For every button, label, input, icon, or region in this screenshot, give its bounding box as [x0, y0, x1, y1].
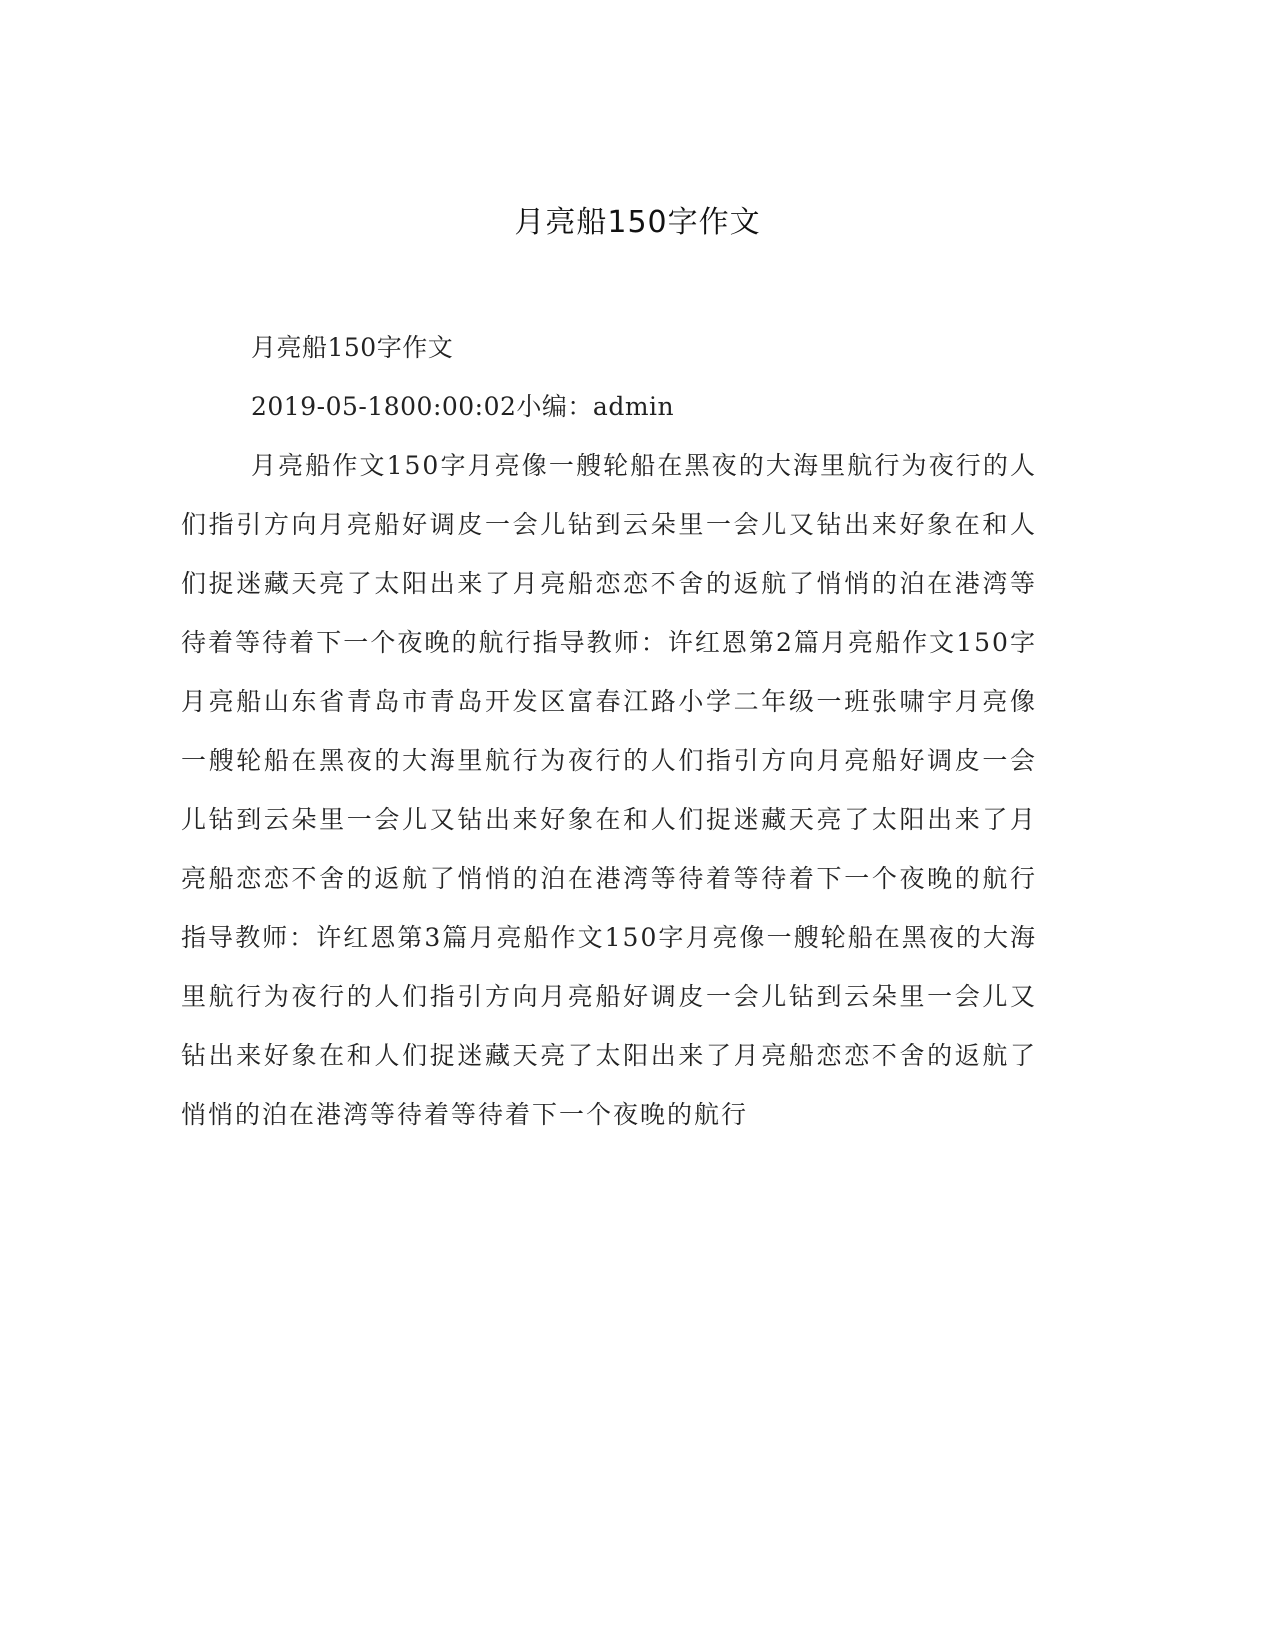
document-content [181, 318, 1037, 1144]
article-body: 月亮船作文150字月亮像一艘轮船在黑夜的大海里航行为夜行的人们指引方向月亮船好调皮一会儿钻到云朵里一会儿又钻出来好象在和人们捉迷藏天亮了太阳出来了月亮船恋恋不舍的返航了悄悄的泊在港湾等待着等待着下一个夜晚的航行指导教师：许红恩第2篇月亮船作文150字月亮船山东省青岛市青岛开发区富春江路小学二年级一班张啸宇月亮像一艘轮船在黑夜的大海里航行为夜行的人们指引方向月亮船好调皮一会儿钻到云朵里一会儿又钻出来好象在和人们捉迷藏天亮了太阳出来了月亮船恋恋不舍的返航了悄悄的泊在港湾等待着等待着下一个夜晚的航行指导教师：许红恩第3篇月亮船作文150字月亮像一艘轮船在黑夜的大海里航行为夜行的人们指引方向月亮船好调皮一会儿钻到云朵里一会儿又钻出来好象在和人们捉迷藏天亮了太阳出来了月亮船恋恋不舍的返航了悄悄的泊在港湾等待着等待着下一个夜晚的航行 [181, 451, 1037, 1129]
article-subtitle: 月亮船150字作文 [251, 333, 454, 362]
article-meta: 2019-05-1800:00:02小编：admin [251, 392, 675, 421]
document-title: 月亮船150字作文 [514, 205, 761, 240]
